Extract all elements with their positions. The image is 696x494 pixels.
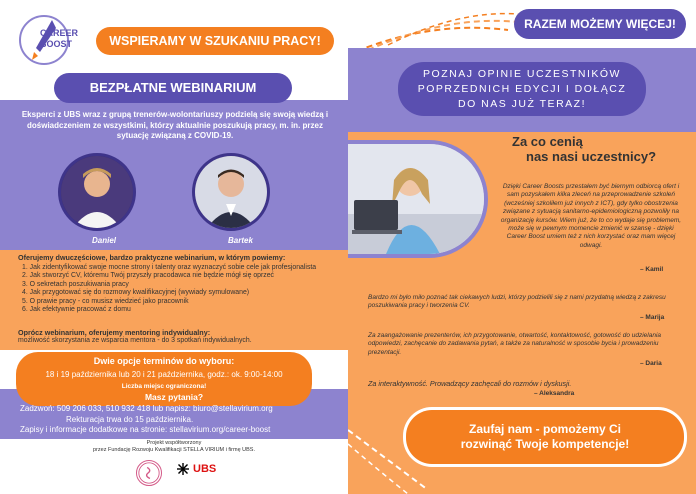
testimonial-aleksandra: Za interaktywność. Prowadzący zachęcali do rozmów i dyskusji. — [368, 379, 572, 388]
list-item: 2. Jak stworzyć CV, któremu Twój przyszły pracodawca nie będzie mógł się oprzeć — [22, 272, 274, 280]
terms-dates: 18 i 19 października lub 20 i 21 października, godz.: ok. 9:00-14:00 — [45, 370, 283, 379]
terms-heading: Dwie opcje terminów do wyboru: — [93, 356, 235, 366]
webinar-title: BEZPŁATNE WEBINARIUM — [54, 73, 292, 103]
logo-text — [40, 28, 78, 50]
trainer-name-bartek: Bartek — [228, 236, 253, 245]
intro-text: Eksperci z UBS wraz z grupą trenerów-wolontariuszy podzielą się swoją wiedzą i doświadczeniem ze wszystkimi, którzy aktualnie poszukują pracy, m. in. przez sytuację związaną z COVID-19. — [21, 110, 329, 140]
ubs-logo — [176, 462, 216, 476]
ubs-keys-icon — [176, 462, 190, 476]
list-item: 1. Jak zidentyfikować swoje mocne strony i talenty oraz wyznaczyć sobie cele jak profesjonalista — [22, 264, 317, 271]
list-item: 6. Jak efektywnie pracować z domu — [22, 306, 131, 314]
contact-lines — [20, 404, 340, 436]
mentoring-heading: Oprócz webinarium, oferujemy mentoring indywidualny: — [18, 328, 211, 337]
testimonial-author-daria: – Daria — [640, 360, 662, 367]
left-banner: WSPIERAMY W SZUKANIU PRACY! — [96, 27, 334, 55]
right-top-banner: RAZEM MOŻEMY WIĘCEJ! — [514, 9, 686, 39]
ubs-logo-text: UBS — [193, 463, 217, 475]
list-item: 4. Jak przygotować się do rozmowy kwalifikacyjnej (wywiady symulowane) — [22, 289, 250, 297]
trust-line-2: rozwinąć Twoje kompetencje! — [460, 437, 630, 451]
testimonials-heading — [512, 134, 656, 164]
logo-line-2: BOOST — [40, 39, 73, 49]
list-item: 5. O prawie pracy - co musisz wiedzieć jako pracownik — [22, 297, 189, 305]
contact-phone-email: Zadzwoń: 509 206 033, 510 932 418 lub napisz: biuro@stellavirium.org — [20, 404, 273, 413]
sponsor-note — [0, 440, 348, 454]
participant-photo — [348, 140, 488, 258]
sponsor-line-1: Projekt współtworzony — [146, 440, 202, 446]
testimonial-author-marija: – Marija — [640, 314, 665, 321]
opinions-line-1: POZNAJ OPINIE UCZESTNIKÓW — [423, 68, 621, 80]
testimonial-author-kamil: – Kamil — [640, 266, 664, 273]
testimonials-heading-line-1: Za co cenią — [512, 134, 583, 149]
contact-heading: Masz pytania? — [144, 392, 204, 402]
offer-list — [22, 264, 338, 314]
opinions-line-3: DO NAS JUŻ TERAZ! — [458, 98, 586, 110]
fundacja-seal-icon — [136, 460, 162, 486]
trainer-photo-daniel — [58, 153, 136, 231]
contact-website: Zapisy i informacje dodatkowe na stronie: stellavirium.org/career-boost — [20, 425, 271, 434]
list-item: 3. O sekretach poszukiwania pracy — [22, 280, 129, 288]
opinions-pill — [398, 62, 646, 116]
testimonial-kamil: Dzięki Career Boosts przestałem być biernym odbiorcą ofert i sam pozyskałem kilka zleceń na przeprowadzenie szkoleń (wcześniej szkoliłem już innych z ICT), gdy tylko obostrzenia związane z sytuacją sanitarno-epidemiologiczną pozwoliły na organizację kursów. Wiem już, że to co wydaje się problemem, może się w pewnym momencie zmienić w szansę - dzięki Career Boost umiem też z nich korzystać oraz mam więcej odwagi. — [500, 183, 682, 249]
trainer-name-daniel: Daniel — [92, 236, 117, 245]
offer-heading: Oferujemy dwuczęściowe, bardzo praktyczne webinarium, w którym powiemy: — [18, 253, 286, 262]
contact-recruitment: Rekturacja trwa do 15 października. — [66, 414, 194, 424]
mentoring-text: możliwość skorzystania ze wsparcia mentora - do 3 spotkań indywidualnych. — [18, 337, 252, 344]
testimonials-heading-line-2: nas nasi uczestnicy? — [526, 149, 657, 164]
terms-note: Liczba miejsc ograniczona! — [121, 383, 207, 390]
testimonial-author-aleksandra: – Aleksandra — [534, 390, 575, 397]
trust-line-1: Zaufaj nam - pomożemy Ci — [468, 422, 622, 436]
sponsor-line-2: przez Fundację Rozwoju Kwalifikacji STELLA VIRIUM i firmę UBS. — [93, 447, 255, 453]
trainer-photo-bartek — [192, 153, 270, 231]
testimonial-marija: Bardzo mi było miło poznać tak ciekawych ludzi, którzy podzielili się z nami przydatną wiedzą z zakresu poszukiwania pracy i tworzenia CV. — [368, 294, 666, 310]
logo-line-1: CAREER — [40, 28, 79, 38]
testimonial-daria: Za zaangażowanie prezenterów, ich przygotowanie, otwartość, kontaktowość, gotowość do udzielania odpowiedzi, zachęcanie do zadawania pytań, a także za naturalność w sposobie bycia i prowadzeniu prezentacji. — [368, 332, 662, 356]
trust-pill — [406, 410, 684, 464]
opinions-line-2: POPRZEDNICH EDYCJI I DOŁĄCZ — [417, 83, 627, 95]
